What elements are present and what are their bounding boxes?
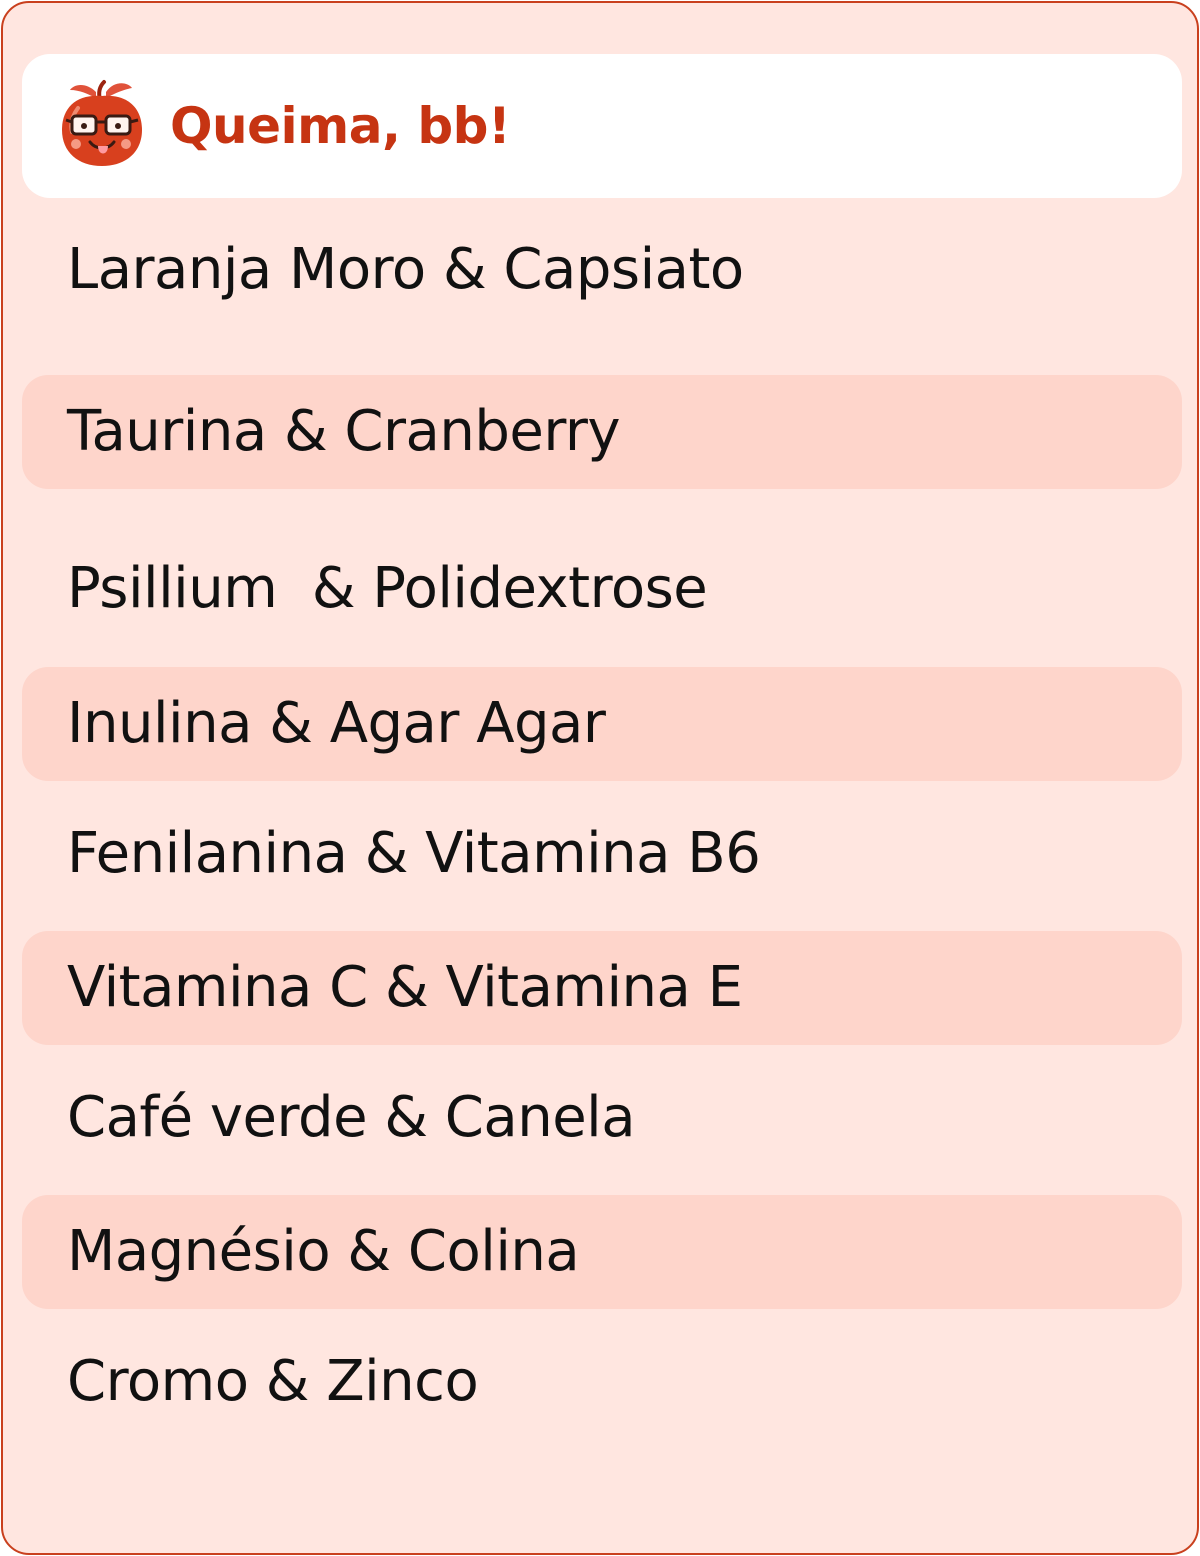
ingredient-label: Inulina & Agar Agar <box>67 691 606 756</box>
ingredient-row <box>22 797 1182 911</box>
ingredient-row <box>22 1325 1182 1439</box>
ingredient-label: Magnésio & Colina <box>67 1219 580 1284</box>
brand-name: Queima, bb! <box>170 97 511 155</box>
ingredient-row <box>22 931 1182 1045</box>
ingredient-label: Cromo & Zinco <box>67 1349 479 1414</box>
ingredient-label: Café verde & Canela <box>67 1085 636 1150</box>
brand-header <box>22 54 1182 198</box>
ingredient-row <box>22 375 1182 489</box>
ingredient-label: Vitamina C & Vitamina E <box>67 955 743 1020</box>
tomato-glasses-icon <box>56 78 148 170</box>
ingredients-card <box>1 1 1199 1555</box>
ingredient-label: Psillium & Polidextrose <box>67 556 708 621</box>
ingredient-label: Taurina & Cranberry <box>67 399 621 464</box>
ingredient-row <box>22 213 1182 327</box>
ingredient-label: Fenilanina & Vitamina B6 <box>67 821 761 886</box>
ingredient-label: Laranja Moro & Capsiato <box>67 237 744 302</box>
ingredient-row <box>22 1195 1182 1309</box>
ingredient-row <box>22 1061 1182 1175</box>
ingredient-row <box>22 532 1182 646</box>
ingredient-row <box>22 667 1182 781</box>
